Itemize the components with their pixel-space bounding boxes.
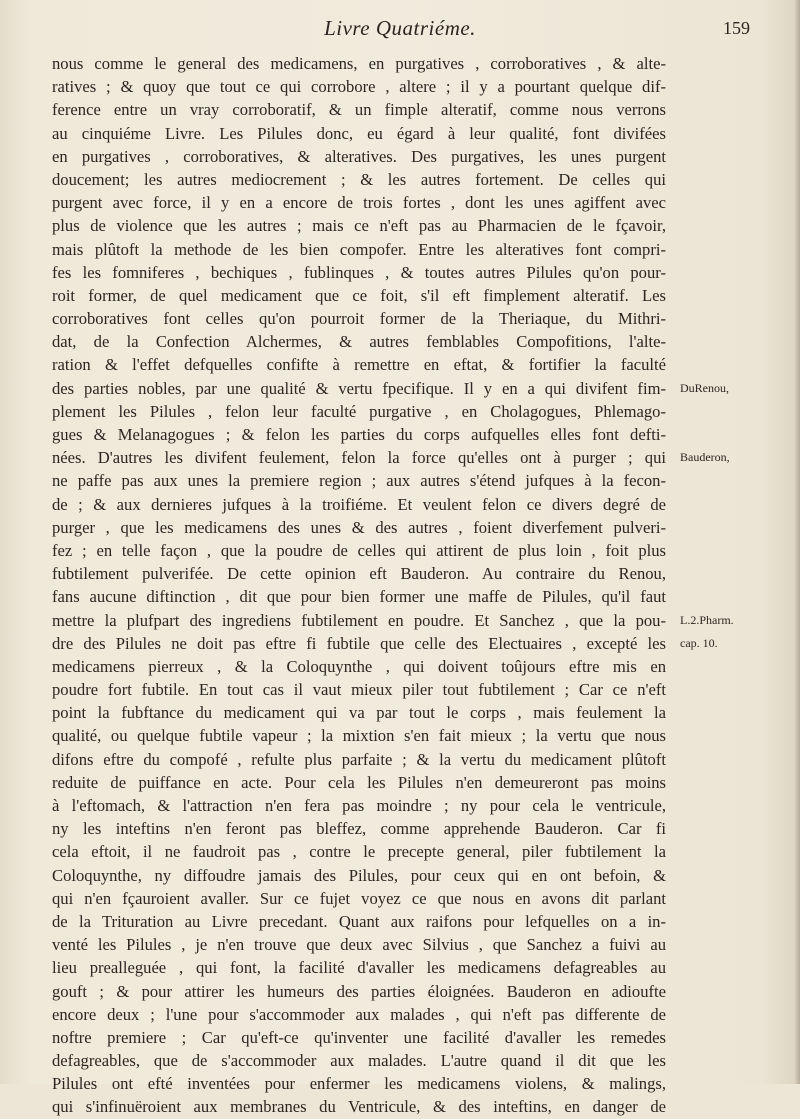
- text-line: nées. D'autres les divifent feulement, felon la force qu'elles ont à purger ; qui: [52, 448, 666, 468]
- text-line: qui n'en fçauroient avaller. Sur ce fujet voyez ce que nous en avons dit parlant: [52, 888, 666, 908]
- margin-note: DuRenou,: [680, 380, 729, 395]
- text-line: fes les fomniferes , bechiques , fublinques , & toutes autres Pilules qu'on pour-: [52, 262, 666, 282]
- text-line: doucement; les autres mediocrement ; & les autres fortement. De celles qui: [52, 169, 666, 189]
- text-line: roit former, de quel medicament que ce foit, s'il eft fimplement alteratif. Les: [52, 285, 666, 305]
- text-line: defagreables, que de s'accommoder aux malades. L'autre quand il dit que les: [52, 1051, 666, 1071]
- text-line: ne paffe pas aux unes la premiere region ; aux autres s'étend jufques à la fecon-: [52, 471, 666, 491]
- text-line: au cinquiéme Livre. Les Pilules donc, eu égard à leur qualité, font divifées: [52, 123, 666, 143]
- text-line: encore deux ; l'une pour s'accommoder aux malades , qui n'eft pas differente de: [52, 1004, 666, 1024]
- text-line: mais plûtoft la methode de les bien compofer. Entre les alteratives font compri-: [52, 239, 666, 259]
- text-line: de ; & aux dernieres jufques à la troifiéme. Et veulent felon ce divers degré de: [52, 494, 666, 514]
- text-line: fans aucune diftinction , dit que pour bien former une maffe de Pilules, qu'il faut: [52, 587, 666, 607]
- text-line: en purgatives , corroboratives, & alteratives. Des purgatives, les unes purgent: [52, 146, 666, 166]
- text-line: Coloquynthe, ny diffoudre jamais des Pilules, pour ceux qui en ont befoin, &: [52, 865, 666, 885]
- text-line: des parties nobles, par une qualité & vertu fpecifique. Il y en a qui divifent fim-: [52, 378, 666, 398]
- text-line: ference entre un vray corroboratif, & un fimple alteratif, comme nous verrons: [52, 100, 666, 120]
- text-line: ratives ; & quoy que tout ce qui corrobore , altere ; il y a pourtant quelque dif-: [52, 77, 666, 97]
- running-head: Livre Quatriéme.: [324, 16, 476, 40]
- margin-note: cap. 10.: [680, 636, 718, 650]
- text-line: plus de violence que les autres ; mais ce n'eft pas au Pharmacien de le fçavoir,: [52, 216, 666, 236]
- page-number: 159: [723, 18, 750, 38]
- text-line: à l'eftomach, & l'attraction n'en fera pas moindre ; ny pour cela le ventricule,: [52, 796, 666, 815]
- text-line: purgent avec force, il y en a encore de trois fortes , dont les unes agiffent avec: [52, 193, 666, 213]
- text-line: mettre la plufpart des ingrediens fubtilement en poudre. Et Sanchez , que la pou-: [52, 610, 666, 630]
- text-line: poudre fort fubtile. En tout cas il vaut mieux piler tout fubtilement ; Car ce n'eft: [52, 680, 666, 700]
- text-line: ration & l'effet defquelles confifte à remettre en eftat, & fortifier la faculté: [52, 355, 666, 375]
- text-line: point la fubftance du medicament qui va par tout le corps , mais feulement la: [52, 703, 666, 723]
- text-line: purger , que les medicamens des unes & des autres , foient diverfement pulveri-: [52, 517, 666, 537]
- body-text: [52, 52, 666, 1119]
- text-line: noftre premiere ; Car qu'eft-ce qu'inventer une facilité d'avaller les remedes: [52, 1027, 666, 1047]
- text-line: fez ; en telle façon , que la poudre de celles qui attirent de plus loin , foit plus: [52, 540, 666, 560]
- text-line: reduite de puiffance en acte. Pour cela les Pilules n'en demeureront pas moins: [52, 772, 666, 792]
- text-line: gouft ; & pour attirer les humeurs des parties éloignées. Bauderon en adioufte: [52, 981, 666, 1001]
- text-line: dre des Pilules ne doit pas eftre fi fubtile que celle des Electuaires , excepté les: [52, 633, 666, 653]
- text-line: qualité, ou quelque fubtile vapeur ; la mixtion s'en fait mieux ; la vertu que nous: [52, 726, 666, 746]
- text-line: plement les Pilules , felon leur faculté purgative , en Cholagogues, Phlemago-: [52, 401, 666, 421]
- margin-note: L.2.Pharm.: [680, 612, 734, 627]
- text-line: de la Trituration au Livre precedant. Quant aux raifons pour lefquelles on a in-: [52, 911, 666, 931]
- text-line: gues & Melanagogues ; & felon les parties du corps aufquelles elles font defti-: [52, 425, 666, 444]
- text-line: Pilules ont efté inventées pour enfermer les medicamens violens, & malings,: [52, 1074, 666, 1094]
- text-line: fubtilement pulverifée. De cette opinion eft Bauderon. Au contraire du Renou,: [52, 564, 666, 584]
- text-line: difons eftre du compofé , refulte plus parfaite ; & la vertu du medicament plûtoft: [52, 749, 666, 769]
- page-edge-shadow: [794, 0, 800, 1084]
- text-line: ny les inteftins n'en feront pas bleffez, comme apprehende Bauderon. Car fi: [52, 819, 666, 839]
- text-line: cela eftoit, il ne faudroit pas , contre le precepte general, piler fubtilement la: [52, 842, 666, 862]
- page-header: [50, 16, 750, 44]
- text-line: corroboratives font celles qu'on pourroit former de la Theriaque, du Mithri-: [52, 309, 666, 329]
- text-line: lieu prealleguée , qui font, la facilité d'avaller les medicamens defagreables au: [52, 958, 666, 978]
- text-line: nous comme le general des medicamens, en purgatives , corroboratives , & alte-: [52, 54, 666, 73]
- text-line: qui s'infinuëroient aux membranes du Ventricule, & des inteftins, en danger de: [52, 1097, 666, 1117]
- text-line: dat, de la Confection Alchermes, & autres femblables Compofitions, l'alte-: [52, 332, 666, 352]
- text-line: venté les Pilules , je n'en trouve que deux avec Silvius , que Sanchez a fuivi au: [52, 935, 666, 955]
- text-line: medicamens pierreux , & la Coloquynthe , qui doivent toûjours eftre mis en: [52, 656, 666, 676]
- margin-note: Bauderon,: [680, 450, 730, 465]
